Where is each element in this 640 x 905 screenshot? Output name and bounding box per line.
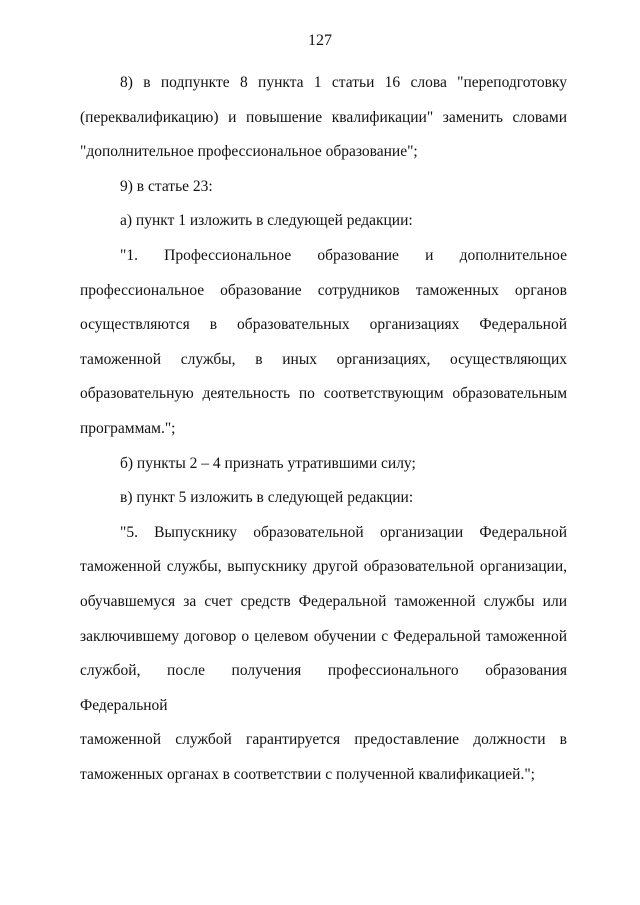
text-line: таможенной службы, выпускнику другой образовательной организации, [80,558,567,576]
text-line: "5. Выпускнику образовательной организации Федеральной [120,523,567,541]
text-line: образовательную деятельность по соответствующим образовательным [80,385,567,403]
text-line: таможенной службой гарантируется предоставление должности в [80,731,567,749]
text-line: заключившему договор о целевом обучении с Федеральной таможенной [80,627,567,645]
text-line: 9) в статье 23: [120,177,213,195]
document-body [80,66,567,792]
text-line: таможенных органах в соответствии с полученной квалификацией."; [80,765,535,783]
text-line: профессиональное образование сотрудников таможенных органов [80,281,567,299]
text-line: службой, после получения профессионального образования Федеральной [80,662,567,714]
text-line: таможенной службы, в иных организациях, осуществляющих [80,350,567,368]
text-line: программам."; [80,419,176,437]
text-line: "1. Профессиональное образование и дополнительное [120,246,567,264]
text-line: б) пункты 2 – 4 признать утратившими силу; [120,454,416,472]
text-line: в) пункт 5 изложить в следующей редакции: [120,489,414,507]
page-number: 127 [308,32,332,49]
text-line: "дополнительное профессиональное образование"; [80,143,418,161]
text-line: а) пункт 1 изложить в следующей редакции: [120,212,413,230]
text-line: (переквалификацию) и повышение квалификации" заменить словами [80,108,567,126]
text-line: обучавшемуся за счет средств Федеральной таможенной службы или [80,592,567,610]
text-line: 8) в подпункте 8 пункта 1 статьи 16 слова "переподготовку [120,74,567,91]
text-line: осуществляются в образовательных организациях Федеральной [80,316,567,334]
